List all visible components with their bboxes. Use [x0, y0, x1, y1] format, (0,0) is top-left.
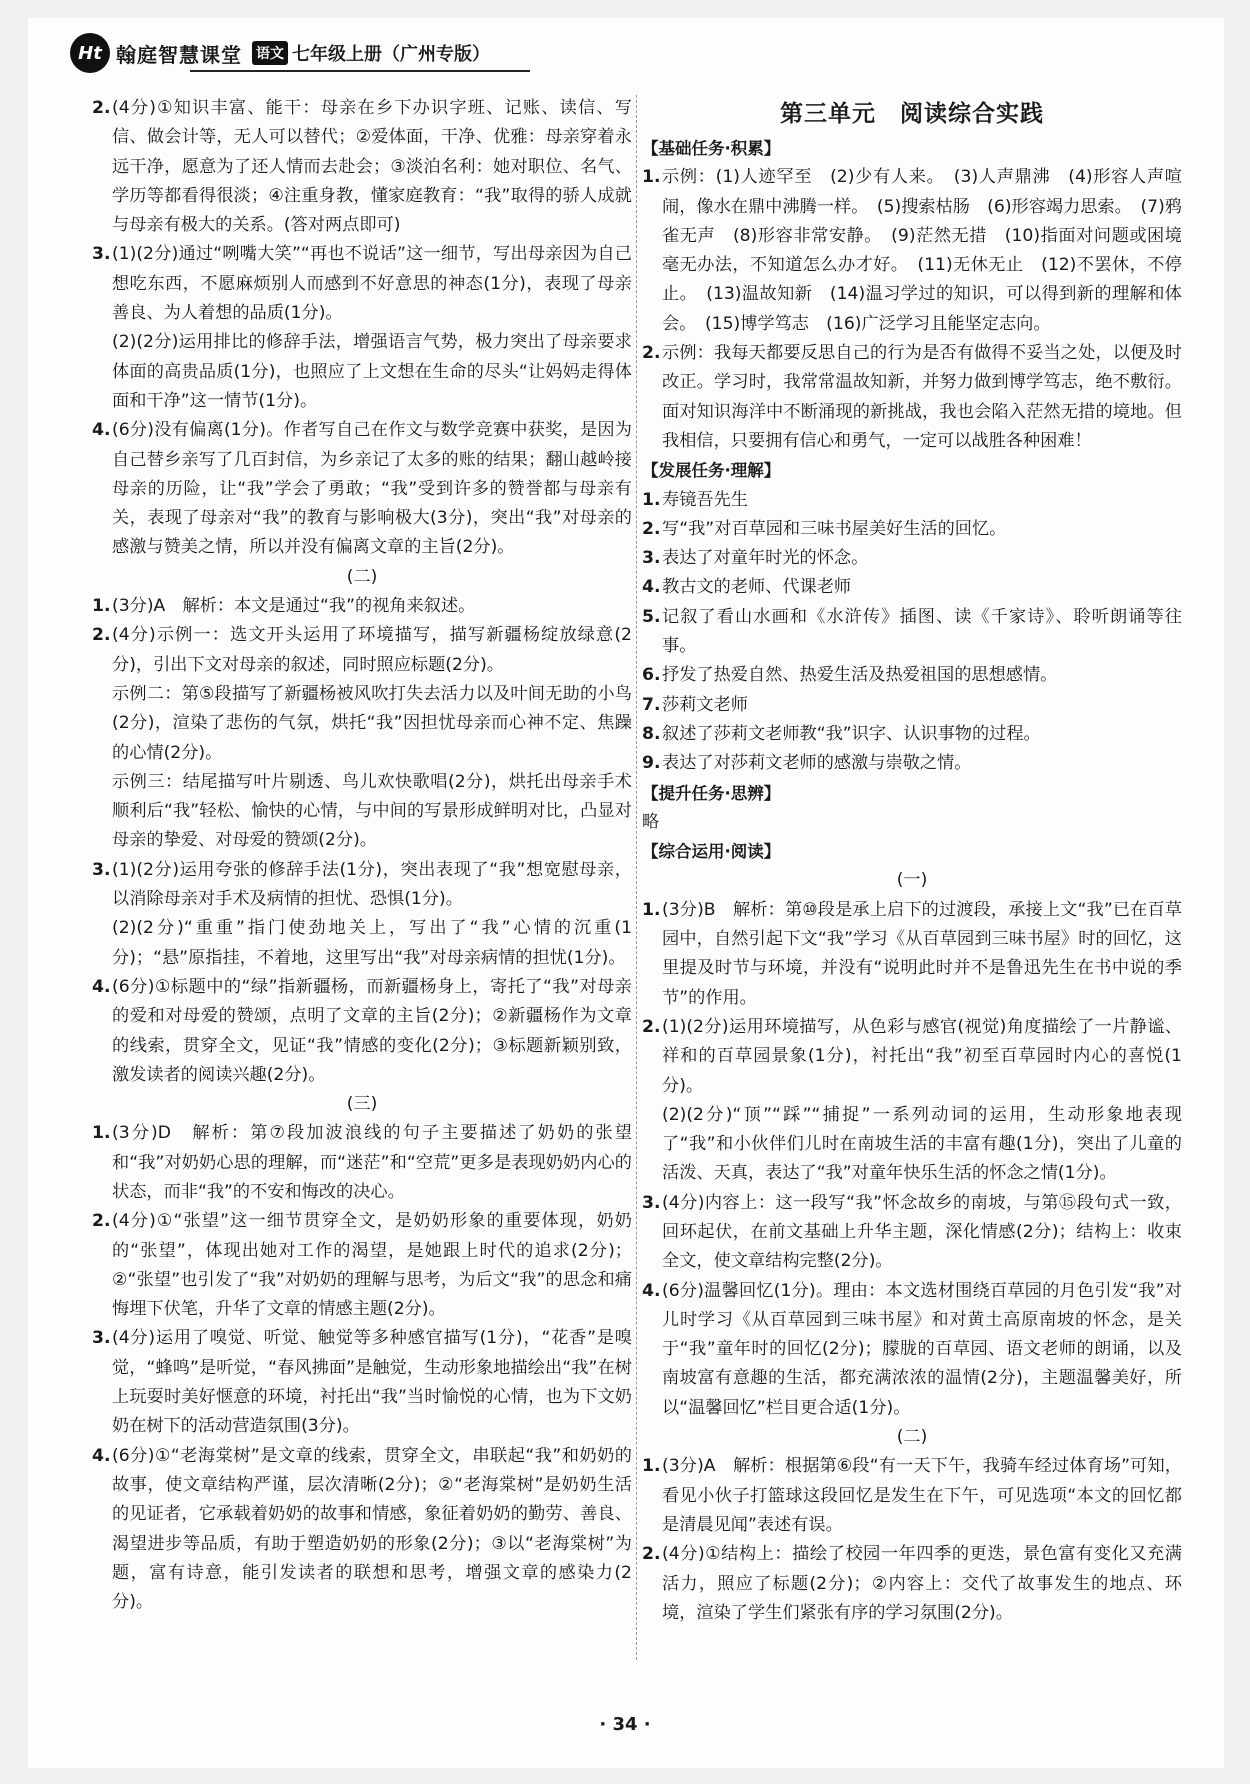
item-number: 2. [642, 343, 661, 364]
item-number: 4. [92, 1445, 111, 1466]
item-text: (1)(2分)运用环境描写，从色彩与感官(视觉)角度描绘了一片静谧、祥和的百草园景象(1分)，衬托出“我”初至百草园时内心的喜悦(1分)。 [662, 1016, 1182, 1096]
section-heading: (二) [346, 566, 378, 587]
answer-subpart: (2)(2分)“顶”“踩”“捕捉”一系列动词的运用，生动形象地表现了“我”和小伙伴们儿时在南坡生活的丰富有趣(1分)，突出了儿童的活泼、天真，表达了“我”对童年快乐生活的怀念之情(1分)。 [662, 1104, 1182, 1184]
item-text: (4分)内容上：这一段写“我”怀念故乡的南坡，与第⑮段句式一致，回环起伏，在前文基础上升华主题，深化情感(2分)；结构上：收束全文，使文章结构完整(2分)。 [662, 1192, 1182, 1272]
item-number: 7. [642, 694, 661, 715]
item-text: 寿镜吾先生 [662, 489, 748, 510]
subject-badge: 语文 [252, 41, 288, 65]
left-column [92, 94, 632, 1617]
item-text: 抒发了热爱自然、热爱生活及热爱祖国的思想感情。 [662, 665, 1058, 686]
item-text: (6分)①“老海棠树”是文章的线索，贯穿全文，串联起“我”和奶奶的故事，使文章结构严谨，层次清晰(2分)；②“老海棠树”是奶奶生活的见证者，它承载着奶奶的故事和情感，象征着奶奶的勤劳、善良、渴望进步等品质，有助于塑造奶奶的形象(2分)；③以“老海棠树”为题，富有诗意，能引发读者的联想和思考，增强文章的感染力(2分)。 [112, 1445, 632, 1613]
item-text: (1)(2分)运用夸张的修辞手法(1分)，突出表现了“我”想宽慰母亲，以消除母亲对手术及病情的担忧、恐惧(1分)。 [112, 859, 632, 910]
item-number: 2. [642, 518, 661, 539]
answer-item [642, 661, 1182, 690]
task-heading: 【基础任务·积累】 [642, 139, 781, 158]
answer-item [642, 515, 1182, 544]
item-text: 表达了对童年时光的怀念。 [662, 548, 869, 569]
item-number: 8. [642, 723, 661, 744]
answer-item [92, 94, 632, 240]
item-text: (1)(2分)通过“咧嘴大笑”“再也不说话”这一细节，写出母亲因为自己想吃东西，不愿麻烦别人而感到不好意思的神态(1分)，表现了母亲善良、为人着想的品质(1分)。 [112, 244, 632, 324]
task-heading: 【发展任务·理解】 [642, 461, 781, 481]
item-number: 9. [642, 753, 661, 774]
answer-item [92, 856, 632, 915]
answer-item [642, 163, 1182, 339]
item-text: 示例：(1)人迹罕至 (2)少有人来。 (3)人声鼎沸 (4)形容人声喧闹，像水在鼎中沸腾一样。 (5)搜索枯肠 (6)形容竭力思索。 (7)鸦雀无声 (8)形容非常安静。 (9)茫然无措 (10)指面对问题或困境毫无办法，不知道怎么办才好。 (11)无休无止 (12)不罢休，不停止。 (13)温故知新 (14)温习学过的知识，可以得到新的理解和体会。 (15)博学笃志 (16)广泛学习且能坚定志向。 [662, 167, 1182, 334]
item-number: 3. [642, 548, 661, 569]
answer-item [642, 1013, 1182, 1101]
answer-item [642, 1189, 1182, 1277]
item-text: 示例：我每天都要反思自己的行为是否有做得不妥当之处，以便及时改正。学习时，我常常温故知新，并努力做到博学笃志，绝不敷衍。面对知识海洋中不断涌现的新挑战，我也会陷入茫然无措的境地。但我相信，只要拥有信心和勇气，一定可以战胜各种困难！ [662, 343, 1182, 451]
header-rule [190, 70, 530, 72]
answer-subpart: 示例二：第⑤段描写了新疆杨被风吹打失去活力以及叶间无助的小鸟(2分)，渲染了悲伤的气氛，烘托“我”因担忧母亲而心神不定、焦躁的心情(2分)。 [112, 683, 632, 763]
answer-item [642, 544, 1182, 573]
answer-item [642, 603, 1182, 662]
answer-item [642, 720, 1182, 749]
item-text: (3分)A 解析：根据第⑥段“有一天下午，我骑车经过体育场”可知，看见小伙子打篮球这段回忆是发生在下午，可见选项“本文的回忆都是清晨见闻”表述有误。 [662, 1456, 1182, 1535]
answer-item [642, 1540, 1182, 1628]
answer-item [642, 691, 1182, 720]
page-number: · 34 · [599, 1714, 651, 1735]
item-number: 1. [92, 596, 111, 617]
item-text: (6分)温馨回忆(1分)。理由：本文选材围绕百草园的月色引发“我”对儿时学习《从百草园到三味书屋》和对黄土高原南坡的怀念，是关于“我”童年时的回忆(2分)；朦胧的百草园、语文老师的朗诵，以及南坡富有意趣的生活，都充满浓浓的温情(2分)，主题温馨美好，所以“温馨回忆”栏目更合适(1分)。 [662, 1280, 1182, 1418]
item-text: (4分)运用了嗅觉、听觉、触觉等多种感官描写(1分)，“花香”是嗅觉，“蜂鸣”是听觉，“春风拂面”是触觉，生动形象地描绘出“我”在树上玩耍时美好惬意的环境，衬托出“我”当时愉悦的心情，也为下文奶奶在树下的活动营造氛围(3分)。 [112, 1328, 632, 1437]
answer-subpart: (2)(2分)运用排比的修辞手法，增强语言气势，极力突出了母亲要求体面的高贵品质(1分)，也照应了上文想在生命的尽头“让妈妈走得体面和干净”这一情节(1分)。 [112, 332, 632, 411]
item-text: (3分)D 解析：第⑦段加波浪线的句子主要描述了奶奶的张望和“我”对奶奶心思的理解，而“迷茫”和“空荒”更多是表现奶奶内心的状态，而非“我”的不安和悔改的决心。 [112, 1123, 632, 1202]
item-number: 5. [642, 606, 661, 627]
answer-item [92, 1119, 632, 1207]
answer-item [92, 621, 632, 680]
answer-text: 略 [642, 811, 660, 832]
item-text: (6分)①标题中的“绿”指新疆杨，而新疆杨身上，寄托了“我”对母亲的爱和对母爱的赞颂，点明了文章的主旨(2分)；②新疆杨作为文章的线索，贯穿全文，见证“我”情感的变化(2分)；③标题新颖别致，激发读者的阅读兴趣(2分)。 [112, 976, 632, 1085]
item-number: 2. [92, 1211, 111, 1232]
item-text: (4分)①知识丰富、能干：母亲在乡下办识字班、记账、读信、写信、做会计等，无人可以替代；②爱体面，干净、优雅：母亲穿着永远干净，愿意为了还人情而去赴会；③淡泊名利：她对职位、名气、学历等都看得很淡；④注重身教，懂家庭教育：“我”取得的骄人成就与母亲有极大的关系。(答对两点即可) [112, 98, 632, 236]
task-heading: 【提升任务·思辨】 [642, 783, 781, 803]
item-number: 4. [642, 1280, 661, 1301]
column-divider [636, 95, 637, 1660]
answer-item [642, 896, 1182, 1013]
brand-logo-icon: Ht [70, 33, 110, 73]
task-heading: 【综合运用·阅读】 [642, 842, 781, 862]
item-text: 教古文的老师、代课老师 [662, 577, 852, 598]
answer-item [92, 1207, 632, 1324]
book-header [70, 36, 490, 70]
item-number: 3. [92, 859, 111, 880]
item-number: 1. [642, 899, 661, 920]
answer-item [642, 573, 1182, 602]
item-text: (4分)①结构上：描绘了校园一年四季的更迭，景色富有变化又充满活力，照应了标题(2分)；②内容上：交代了故事发生的地点、环境，渲染了学生们紧张有序的学习氛围(2分)。 [662, 1544, 1182, 1623]
item-number: 3. [92, 1328, 111, 1349]
item-number: 2. [642, 1016, 661, 1037]
item-number: 2. [92, 625, 111, 646]
item-number: 3. [92, 244, 111, 265]
item-number: 2. [92, 98, 111, 118]
answer-item [92, 1324, 632, 1441]
section-heading: (一) [896, 870, 928, 891]
answer-item [92, 592, 632, 621]
section-heading: (二) [896, 1427, 928, 1448]
item-text: 叙述了莎莉文老师教“我”识字、认识事物的过程。 [662, 723, 1041, 744]
item-number: 6. [642, 665, 661, 686]
item-text: 写“我”对百草园和三味书屋美好生活的回忆。 [662, 518, 1007, 539]
answer-subpart: (2)(2分)“重重”指门使劲地关上，写出了“我”心情的沉重(1分)；“悬”原指挂，不着地，这里写出“我”对母亲病情的担忧(1分)。 [112, 918, 632, 968]
item-text: 记叙了看山水画和《水浒传》插图、读《千家诗》、聆听朗诵等往事。 [662, 606, 1182, 657]
answer-item [642, 1277, 1182, 1423]
grade-label: 七年级上册（广州专版） [292, 44, 490, 65]
item-number: 4. [92, 420, 111, 441]
item-number: 1. [92, 1123, 111, 1144]
item-number: 4. [642, 577, 661, 598]
answer-item [642, 1452, 1182, 1540]
answer-item [92, 973, 632, 1090]
answer-item [642, 486, 1182, 515]
item-number: 1. [642, 489, 661, 510]
item-text: (4分)示例一：选文开头运用了环境描写，描写新疆杨绽放绿意(2分)，引出下文对母亲的叙述，同时照应标题(2分)。 [112, 625, 632, 675]
item-text: (4分)①“张望”这一细节贯穿全文，是奶奶形象的重要体现，奶奶的“张望”，体现出她对工作的渴望，是她跟上时代的追求(2分)；②“张望”也引发了“我”对奶奶的理解与思考，为后文“我”的思念和痛悔埋下伏笔，升华了文章的情感主题(2分)。 [112, 1211, 632, 1320]
item-text: 表达了对莎莉文老师的感激与崇敬之情。 [662, 753, 972, 774]
answer-item [92, 1442, 632, 1618]
section-heading: (三) [346, 1094, 378, 1115]
item-number: 3. [642, 1192, 661, 1213]
answer-item [642, 339, 1182, 456]
item-number: 1. [642, 167, 661, 188]
item-text: (3分)A 解析：本文是通过“我”的视角来叙述。 [112, 596, 476, 617]
item-text: 莎莉文老师 [662, 694, 748, 715]
item-text: (3分)B 解析：第⑩段是承上启下的过渡段，承接上文“我”已在百草园中，自然引起下文“我”学习《从百草园到三味书屋》时的回忆，这里提及时节与环境，并没有“说明此时并不是鲁迅先生在书中说的季节”的作用。 [662, 899, 1182, 1008]
answer-subpart: 示例三：结尾描写叶片剔透、鸟儿欢快歌唱(2分)，烘托出母亲手术顺利后“我”轻松、愉快的心情，与中间的写景形成鲜明对比，凸显对母亲的挚爱、对母爱的赞颂(2分)。 [112, 771, 632, 851]
answer-item [92, 240, 632, 328]
answer-item [92, 416, 632, 562]
unit-title: 第三单元 阅读综合实践 [780, 101, 1044, 127]
item-number: 2. [642, 1544, 661, 1565]
right-column [642, 94, 1182, 1628]
item-number: 1. [642, 1456, 661, 1477]
answer-item [642, 749, 1182, 778]
item-number: 4. [92, 976, 111, 997]
item-text: (6分)没有偏离(1分)。作者写自己在作文与数学竞赛中获奖，是因为自己替乡亲写了几百封信，为乡亲记了太多的账的结果；翻山越岭接母亲的历险，让“我”学会了勇敢；“我”受到许多的赞誉都与母亲有关，表现了母亲对“我”的教育与影响极大(3分)，突出“我”对母亲的感激与赞美之情，所以并没有偏离文章的主旨(2分)。 [112, 420, 632, 558]
brand-name: 翰庭智慧课堂 [116, 42, 242, 67]
